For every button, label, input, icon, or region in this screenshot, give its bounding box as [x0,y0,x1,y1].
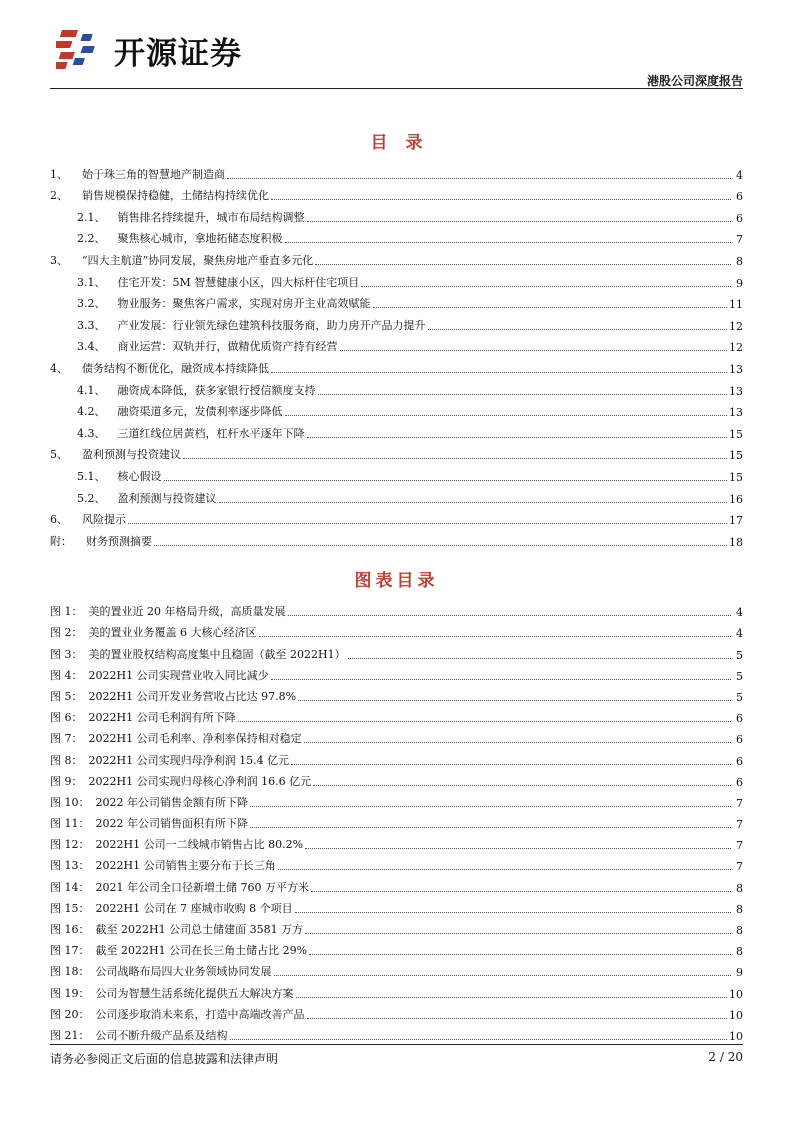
dot-leader [274,974,732,976]
entry-page: 8 [736,924,743,937]
entry-label: 2022H1 公司毛利润有所下降 [88,711,236,725]
entry-page: 13 [729,406,743,420]
dot-leader [313,784,731,786]
dot-leader [307,436,728,438]
dot-leader [305,932,731,934]
brand-name: 开源证券 [114,36,242,72]
figure-entry[interactable] [50,789,743,810]
entry-page: 9 [736,276,743,290]
toc-entry[interactable] [50,268,743,290]
toc-entry[interactable] [50,484,743,506]
entry-page: 7 [736,818,743,832]
entry-number: 图 13： [50,859,90,873]
dot-leader [285,414,728,416]
entry-label: 销售排名持续提升，城市布局结构调整 [117,210,305,224]
dot-leader [428,328,728,330]
dot-leader [183,457,727,459]
entry-page: 8 [736,881,743,895]
dot-leader [296,996,728,998]
entry-page: 10 [729,1008,743,1022]
entry-label: 2022H1 公司销售主要分布于长三角 [95,859,276,873]
toc-entry[interactable] [50,376,743,398]
dot-leader [154,544,727,546]
figure-entry[interactable] [50,725,743,746]
entry-page: 4 [736,606,743,620]
dot-leader [285,241,732,243]
figure-entry[interactable] [50,683,743,704]
dot-leader [288,614,732,616]
entry-number: 6、 [50,513,68,527]
entry-number: 图 16： [50,923,90,936]
entry-label: 商业运营：双轨并行，做精优质资产持有经营 [117,340,338,354]
figure-entry[interactable] [50,979,743,1000]
entry-label: 截至 2022H1 公司总土储建面 3581 万方 [95,923,304,936]
dot-leader [291,763,731,765]
dot-leader [298,699,731,701]
entry-number: 2.1、 [77,210,106,224]
entry-number: 图 6： [50,711,83,725]
entry-number: 图 18： [50,965,90,979]
entry-page: 6 [736,733,743,747]
dot-leader [278,868,731,870]
dot-leader [271,678,731,680]
toc-entry[interactable] [50,246,743,268]
entry-page: 16 [729,492,743,506]
entry-number: 附： [50,534,72,548]
entry-number: 图 10： [50,795,90,809]
entry-page: 12 [729,341,743,355]
entry-label: 2022H1 公司开发业务营收占比达 97.8% [88,689,297,703]
entry-number: 2、 [50,189,68,203]
dot-leader [250,826,731,828]
entry-number: 3.3、 [77,318,106,332]
entry-page: 18 [729,535,743,549]
entry-number: 图 3： [50,647,83,661]
entry-label: 融资成本降低，获多家银行授信额度支持 [117,383,316,397]
figure-entry[interactable] [50,937,743,958]
entry-label: 2022H1 公司毛利率、净利率保持相对稳定 [88,732,302,746]
entry-number: 4.2、 [77,405,106,419]
dot-leader [315,263,731,265]
figure-entry[interactable] [50,619,743,640]
entry-label: “四大主航道”协同发展，聚焦房地产垂直多元化 [82,253,314,267]
dot-leader [219,501,728,503]
figure-entry[interactable] [50,704,743,725]
toc-entry[interactable] [50,441,743,463]
toc-entry[interactable] [50,398,743,420]
entry-number: 图 20： [50,1007,90,1021]
toc-entry[interactable] [50,462,743,484]
entry-number: 3.1、 [77,275,106,289]
entry-page: 8 [736,902,743,916]
page-indicator: 2 / 20 [708,1050,743,1064]
entry-page: 15 [729,427,743,441]
figure-entry[interactable] [50,810,743,831]
entry-page: 7 [736,796,743,810]
entry-label: 2022H1 公司实现营业收入同比减少 [88,668,269,682]
entry-label: 核心假设 [117,469,162,483]
entry-label: 物业服务：聚焦客户需求，实现对房开主业高效赋能 [117,297,371,311]
header-divider [50,88,743,89]
entry-label: 公司逐步取消未来系，打造中高端改善产品 [95,1007,305,1021]
figure-entry[interactable] [50,768,743,789]
entry-page: 4 [736,627,743,641]
toc-entry[interactable] [50,290,743,312]
brand-logo [56,24,316,72]
entry-number: 图 5： [50,689,83,703]
entry-number: 5.1、 [77,469,106,483]
figure-entry[interactable] [50,895,743,916]
figure-entry[interactable] [50,958,743,979]
entry-page: 15 [729,470,743,484]
figure-entry[interactable] [50,1001,743,1022]
entry-label: 公司战略布局四大业务领域协同发展 [95,965,272,979]
entry-number: 图 8： [50,753,83,767]
toc-entry[interactable] [50,419,743,441]
toc-entry[interactable] [50,203,743,225]
dot-leader [318,393,728,395]
toc-entry[interactable] [50,311,743,333]
entry-label: 2022 年公司销售面积有所下降 [95,817,248,831]
entry-label: 美的置业股权结构高度集中且稳固（截至 2022H1） [88,647,346,661]
dot-leader [307,220,732,222]
toc-list [50,160,743,549]
entry-page: 7 [736,233,743,247]
dot-leader [307,1017,728,1019]
figure-entry[interactable] [50,598,743,619]
entry-page: 7 [736,860,743,874]
entry-page: 10 [729,1029,743,1043]
entry-label: 2022H1 公司在 7 座城市收购 8 个项目 [95,901,293,915]
toc-entry[interactable] [50,527,743,549]
entry-label: 美的置业业务覆盖 6 大核心经济区 [88,626,257,640]
entry-number: 图 12： [50,838,90,852]
entry-page: 6 [736,712,743,726]
dot-leader [305,847,731,849]
entry-number: 4.3、 [77,426,106,440]
entry-page: 11 [729,298,743,312]
entry-number: 图 15： [50,901,90,915]
figure-entry[interactable] [50,873,743,894]
figures-list [50,598,743,1043]
entry-page: 15 [729,449,743,463]
entry-label: 2021 年公司全口径新增土储 760 万平方米 [95,880,309,894]
entry-label: 2022H1 公司一二线城市销售占比 80.2% [95,838,304,852]
entry-page: 5 [736,669,743,683]
dot-leader [250,805,731,807]
entry-number: 图 4： [50,668,83,682]
figure-entry[interactable] [50,831,743,852]
toc-title: 目录 [370,133,441,153]
figures-title: 图表目录 [354,571,439,591]
entry-page: 6 [736,190,743,204]
report-type: 港股公司深度报告 [646,74,743,88]
dot-leader [164,479,728,481]
entry-label: 美的置业近 20 年格局升级，高质量发展 [88,605,286,619]
entry-label: 2022 年公司销售金额有所下降 [95,795,248,809]
entry-number: 3、 [50,253,68,267]
toc-entry[interactable] [50,354,743,376]
dot-leader [259,635,732,637]
footer-disclaimer: 请务必参阅正文后面的信息披露和法律声明 [50,1052,279,1066]
entry-label: 住宅开发：5M 智慧健康小区，四大标杆住宅项目 [117,275,360,289]
entry-page: 6 [736,211,743,225]
entry-number: 2.2、 [77,232,106,246]
dot-leader [230,1038,728,1040]
figure-entry[interactable] [50,746,743,767]
figure-entry[interactable] [50,916,743,937]
toc-entry[interactable] [50,182,743,204]
entry-page: 13 [729,384,743,398]
figure-entry[interactable] [50,640,743,661]
entry-number: 4.1、 [77,383,106,397]
entry-page: 12 [729,319,743,333]
entry-page: 6 [736,775,743,789]
dot-leader [311,890,731,892]
entry-label: 始于珠三角的智慧地产制造商 [82,167,225,181]
dot-leader [348,657,731,659]
entry-number: 3.2、 [77,297,106,311]
figure-entry[interactable] [50,852,743,873]
entry-page: 10 [729,987,743,1001]
entry-number: 图 19： [50,986,90,1000]
entry-label: 公司为智慧生活系统化提供五大解决方案 [95,986,294,1000]
dot-leader [361,285,731,287]
entry-label: 产业发展：行业领先绿色建筑科技服务商，助力房开产品力提升 [117,318,426,332]
entry-label: 融资渠道多元，发债利率逐步降低 [117,405,283,419]
entry-label: 销售规模保持稳健，土储结构持续优化 [82,189,269,203]
dot-leader [128,522,727,524]
entry-label: 债务结构不断优化，融资成本持续降低 [82,361,269,375]
dot-leader [309,953,731,955]
entry-page: 8 [736,254,743,268]
entry-number: 图 11： [50,817,90,831]
entry-number: 图 9： [50,774,83,788]
entry-label: 公司不断升级产品系及结构 [95,1028,228,1042]
entry-label: 盈利预测与投资建议 [82,448,181,462]
entry-page: 17 [729,514,743,528]
entry-number: 图 2： [50,626,83,640]
figure-entry[interactable] [50,1022,743,1043]
entry-page: 9 [736,966,743,980]
toc-entry[interactable] [50,506,743,528]
logo-mark-icon [56,24,108,72]
entry-label: 财务预测摘要 [86,534,152,548]
entry-number: 图 21： [50,1028,90,1042]
entry-label: 盈利预测与投资建议 [117,491,217,505]
entry-page: 5 [736,648,743,662]
entry-page: 4 [736,168,743,182]
figure-entry[interactable] [50,662,743,683]
entry-number: 图 1： [50,605,83,619]
dot-leader [227,177,731,179]
dot-leader [238,720,731,722]
entry-label: 聚焦核心城市，拿地拓储态度积极 [117,232,283,246]
entry-label: 风险提示 [82,513,126,527]
entry-number: 3.4、 [77,340,106,354]
toc-entry[interactable] [50,333,743,355]
entry-number: 5、 [50,448,68,462]
dot-leader [304,741,731,743]
dot-leader [340,349,728,351]
entry-label: 三道红线位居黄档，杠杆水平逐年下降 [117,426,305,440]
entry-page: 7 [736,839,743,853]
footer-divider [50,1044,743,1045]
entry-label: 2022H1 公司实现归母核心净利润 16.6 亿元 [88,774,312,788]
entry-number: 5.2、 [77,491,106,505]
entry-label: 截至 2022H1 公司在长三角土储占比 29% [95,944,308,958]
entry-number: 图 17： [50,944,90,958]
toc-entry[interactable] [50,225,743,247]
entry-number: 图 14： [50,880,90,894]
entry-page: 8 [736,945,743,959]
entry-label: 2022H1 公司实现归母净利润 15.4 亿元 [88,753,290,767]
entry-page: 5 [736,690,743,704]
entry-page: 6 [736,754,743,768]
dot-leader [271,371,727,373]
entry-number: 1、 [50,167,68,181]
entry-number: 4、 [50,361,68,375]
entry-page: 13 [729,362,743,376]
entry-number: 图 7： [50,732,83,746]
dot-leader [373,306,728,308]
dot-leader [295,911,731,913]
toc-entry[interactable] [50,160,743,182]
dot-leader [271,198,731,200]
